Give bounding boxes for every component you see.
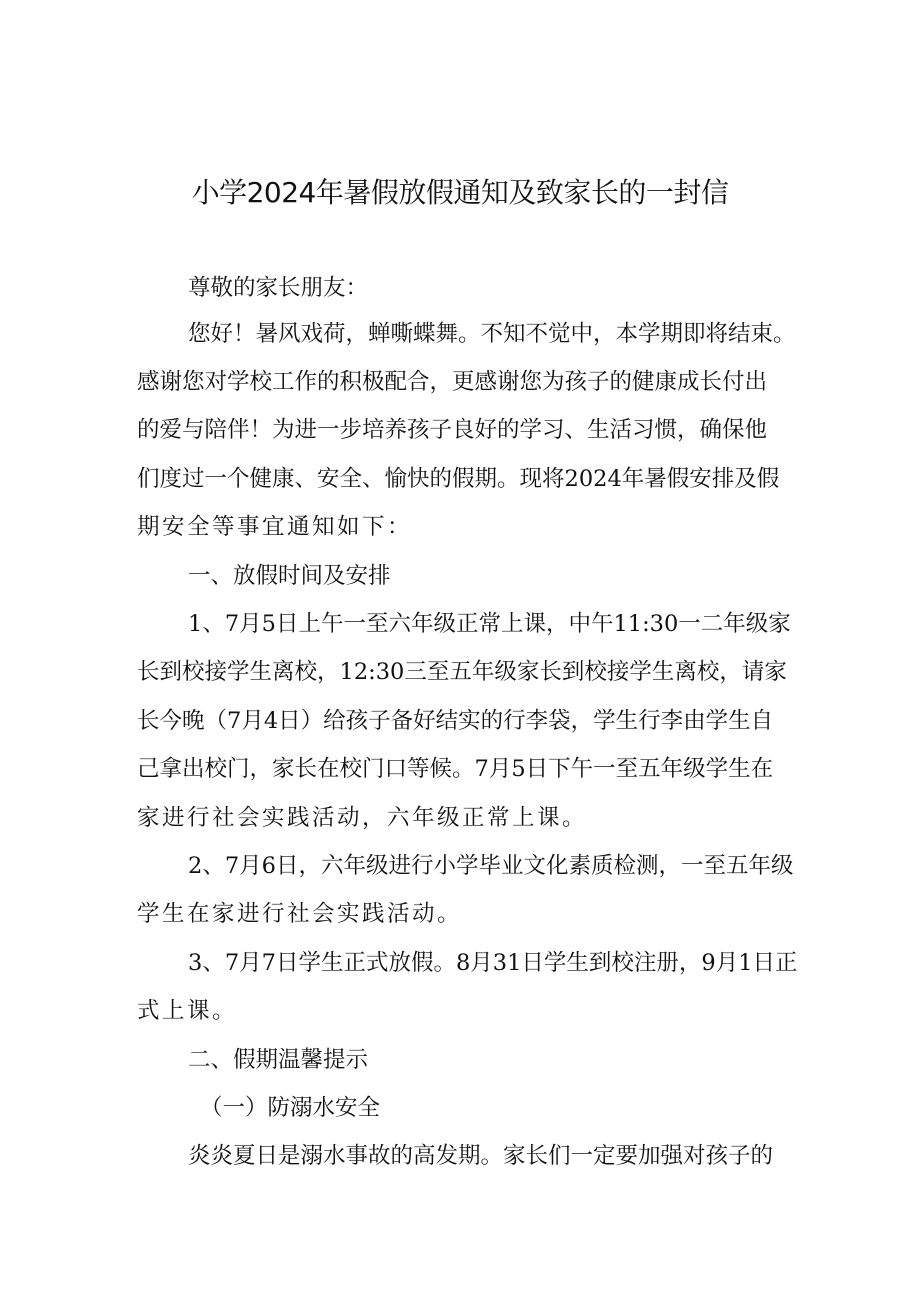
item-line: 式上课。	[137, 998, 238, 1024]
intro-line: 们度过一个健康、安全、愉快的假期。现将2024年暑假安排及假	[137, 466, 780, 492]
intro-line: 的爱与陪伴！为进一步培养孩子良好的学习、生活习惯，确保他	[137, 417, 768, 443]
body-line: 炎炎夏日是溺水事故的高发期。家长们一定要加强对孩子的	[188, 1143, 774, 1169]
section-heading: 一、放假时间及安排	[188, 563, 391, 589]
item-line: 学生在家进行社会实践活动。	[137, 901, 463, 927]
document-title: 小学2024年暑假放假通知及致家长的一封信	[191, 176, 729, 209]
item-line: 家进行社会实践活动，六年级正常上课。	[137, 805, 588, 831]
intro-line: 感谢您对学校工作的积极配合，更感谢您为孩子的健康成长付出	[137, 369, 768, 395]
intro-line: 期安全等事宜通知如下：	[137, 514, 413, 540]
section-heading: 二、假期温馨提示	[188, 1047, 369, 1073]
item-line: 长到校接学生离校，12:30三至五年级家长到校接学生离校，请家	[137, 659, 787, 685]
subsection-heading: （一）防溺水安全	[200, 1095, 381, 1121]
item-line: 2、7月6日，六年级进行小学毕业文化素质检测，一至五年级	[188, 853, 794, 879]
salutation: 尊敬的家长朋友：	[188, 275, 369, 301]
item-line: 3、7月7日学生正式放假。8月31日学生到校注册，9月1日正	[188, 950, 798, 976]
item-line: 长今晚（7月4日）给孩子备好结实的行李袋，学生行李由学生自	[137, 708, 774, 734]
item-line: 己拿出校门，家长在校门口等候。7月5日下午一至五年级学生在	[137, 756, 774, 782]
intro-line: 您好！暑风戏荷，蝉嘶蝶舞。不知不觉中，本学期即将结束。	[188, 321, 796, 347]
item-line: 1、7月5日上午一至六年级正常上课，中午11:30一二年级家	[188, 611, 791, 637]
